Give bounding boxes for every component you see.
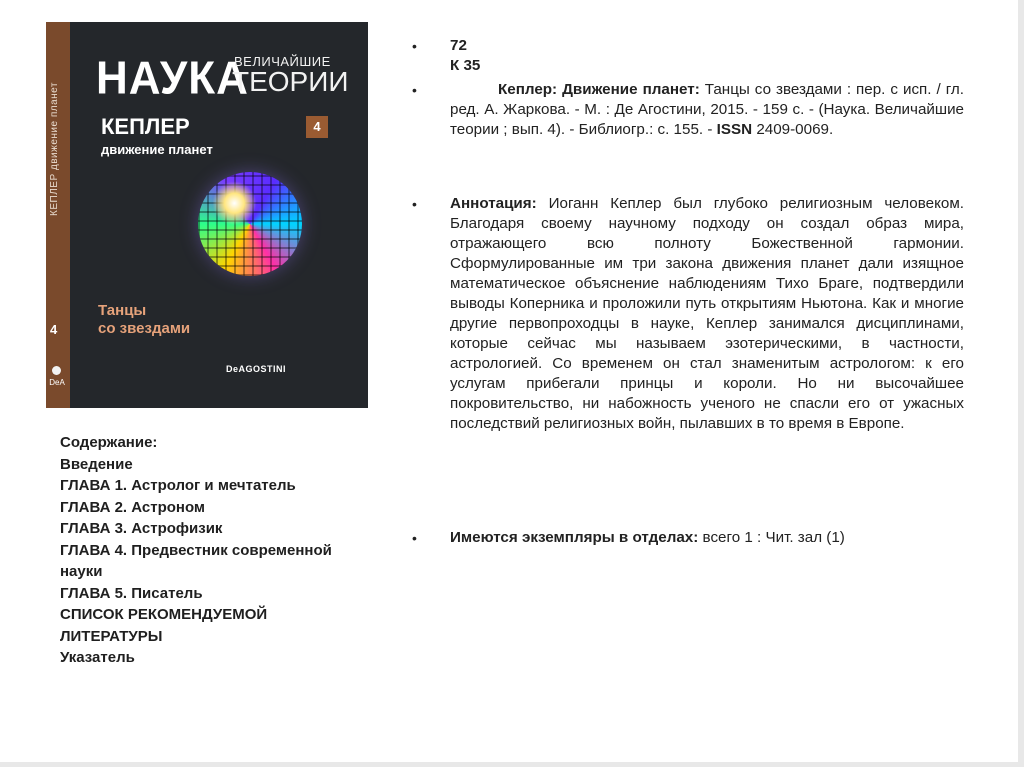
series-subtitle-bottom: ТЕОРИИ [232,66,349,97]
book-cover-image [46,22,368,408]
cover-tagline-line2: со звездами [98,320,191,337]
annotation-label: Аннотация: [450,195,537,212]
copies-info [450,528,964,548]
cover-author: КЕПЛЕР [101,114,190,139]
spine-title: КЕПЛЕР движение планет [49,82,60,216]
contents-item: ЛИТЕРАТУРЫ [60,627,163,645]
copies-text: всего 1 : Чит. зал (1) [702,529,845,546]
slide-edge-bottom [0,762,1024,767]
issn-label: ISSN [716,121,753,138]
contents-item: ГЛАВА 3. Астрофизик [60,520,223,537]
bullet-marker: • [412,82,417,98]
annotation [450,194,964,434]
title-label: Кеплер: Движение планет: [498,81,700,98]
contents-item: Указатель [60,649,135,666]
spine-logo-dot [52,366,61,375]
slide-edge-right [1018,0,1024,767]
issn-value: 2409-0069. [756,121,834,138]
issue-badge: 4 [306,116,328,138]
book-spine [46,22,70,408]
disco-ball-illustration [198,172,302,276]
contents-item: ГЛАВА 4. Предвестник современной [60,541,332,559]
series-subtitle-top: ВЕЛИЧАЙШИЕ [234,54,331,69]
series-title: НАУКА [96,52,249,105]
copies-label: Имеются экземпляры в отделах: [450,529,699,546]
cover-subtitle: движение планет [101,142,213,157]
cover-tagline-line1: Танцы [98,302,147,319]
table-of-contents [60,432,390,669]
spine-logo: DeA [49,378,65,387]
contents-item: СПИСОК РЕКОМЕНДУЕМОЙ [60,606,268,623]
contents-heading: Содержание: [60,434,158,451]
bullet-marker: • [412,530,417,546]
bullet-marker: • [412,38,417,54]
description-text: Танцы со звездами : пер. с исп. / гл. ред. А. Жаркова. - М. : Де Агостини, 2015. - 159 с. - (Наука. Величайшие теории ; вып. 4). - Библиогр.: с. 155. - [450,81,964,138]
contents-item: ГЛАВА 5. Писатель [60,584,203,602]
contents-item: Введение [60,455,133,473]
spine-number: 4 [50,322,58,337]
author-mark: К 35 [450,57,481,74]
contents-item: науки [60,563,103,580]
publisher-logo: DeAGOSTINI [226,364,287,374]
record-description [450,80,964,140]
contents-item: ГЛАВА 2. Астроном [60,498,206,516]
annotation-text: Иоганн Кеплер был глубоко религиозным человеком. Благодаря своему научному подходу он создал образ мира, отражающего всю полноту Божественной гармонии. Сформулированные им три закона движения планет дали изящное математическое объяснение наблюдениям Тихо Браге, подтвердили выводы Коперника и проложили путь открытиям Ньютона. Как и многие другие первопроходцы в науке, Кеплер занимался дисциплинами, которые сейчас мы называем эзотерическими, в частности, астрологией. Со временем он стал знаменитым астрологом: к его услугам прибегали принцы и короли. Но ни высочайшее покровительство, ни набожность ученого не спасли его от ужасных последствий религиозных войн, пылавших в то время в Европе. [450,195,964,432]
bullet-marker: • [412,196,417,212]
udc-code: 72 [450,37,467,54]
contents-item: ГЛАВА 1. Астролог и мечтатель [60,477,296,494]
